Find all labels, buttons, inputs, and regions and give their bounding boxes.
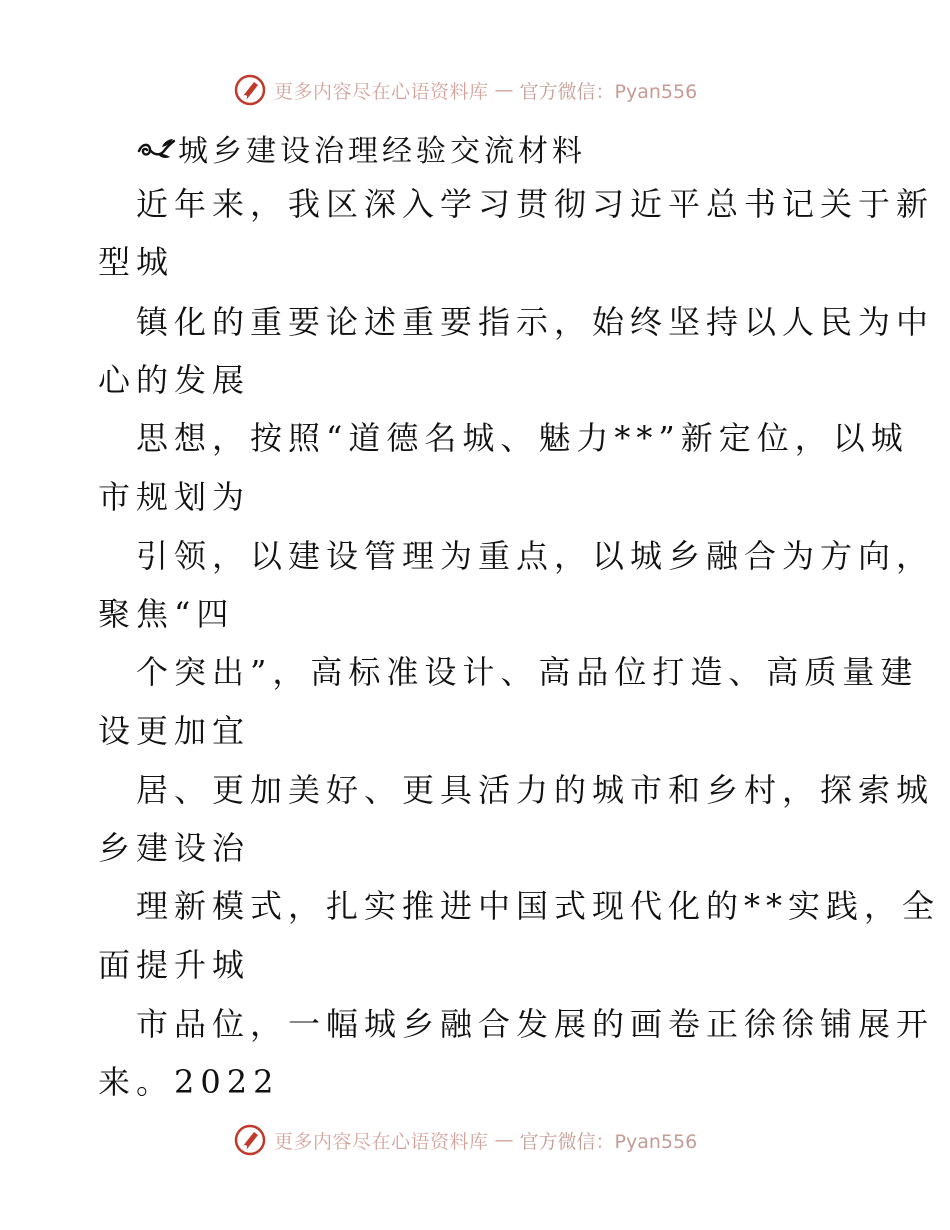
- watermark-dash: —: [494, 79, 514, 101]
- body-line: 乡建设治: [98, 829, 251, 867]
- body-line: 引领，以建设管理为重点，以城乡融合为方向，: [136, 537, 935, 575]
- body-line: 来。2022: [98, 1063, 280, 1101]
- body-line: 镇化的重要论述重要指示，始终坚持以人民为中: [136, 303, 935, 341]
- body-line: 面提升城: [98, 946, 251, 984]
- watermark-wechat: 官方微信：Pyan556: [519, 1130, 698, 1153]
- document-title: [136, 126, 586, 170]
- body-line: 个突出”，高标准设计、高品位打造、高质量建: [136, 653, 919, 691]
- body-line: 心的发展: [98, 361, 251, 399]
- watermark-text: 更多内容尽在心语资料库: [274, 80, 489, 103]
- document-title-text: 城乡建设治理经验交流材料: [178, 134, 586, 169]
- pen-logo-icon: [234, 1124, 266, 1156]
- footer-watermark: [234, 1120, 754, 1160]
- pen-logo-icon: [234, 74, 266, 106]
- fleuron-icon: [136, 135, 176, 161]
- body-line: 思想，按照“道德名城、魅力**”新定位，以城: [136, 419, 909, 457]
- body-line: 市品位，一幅城乡融合发展的画卷正徐徐铺展开: [136, 1005, 935, 1043]
- body-line: 市规划为: [98, 478, 251, 516]
- body-line: 设更加宜: [98, 712, 251, 750]
- watermark-text: 更多内容尽在心语资料库: [274, 1130, 489, 1153]
- body-line: 型城: [98, 243, 175, 281]
- body-line: 聚焦“四: [98, 595, 235, 633]
- body-line: 近年来，我区深入学习贯彻习近平总书记关于新: [136, 185, 935, 223]
- body-line: 理新模式，扎实推进中国式现代化的**实践，全: [136, 887, 941, 925]
- header-watermark: [234, 70, 754, 110]
- watermark-wechat: 官方微信：Pyan556: [519, 80, 698, 103]
- watermark-dash: —: [494, 1129, 514, 1151]
- body-line: 居、更加美好、更具活力的城市和乡村，探索城: [136, 771, 935, 809]
